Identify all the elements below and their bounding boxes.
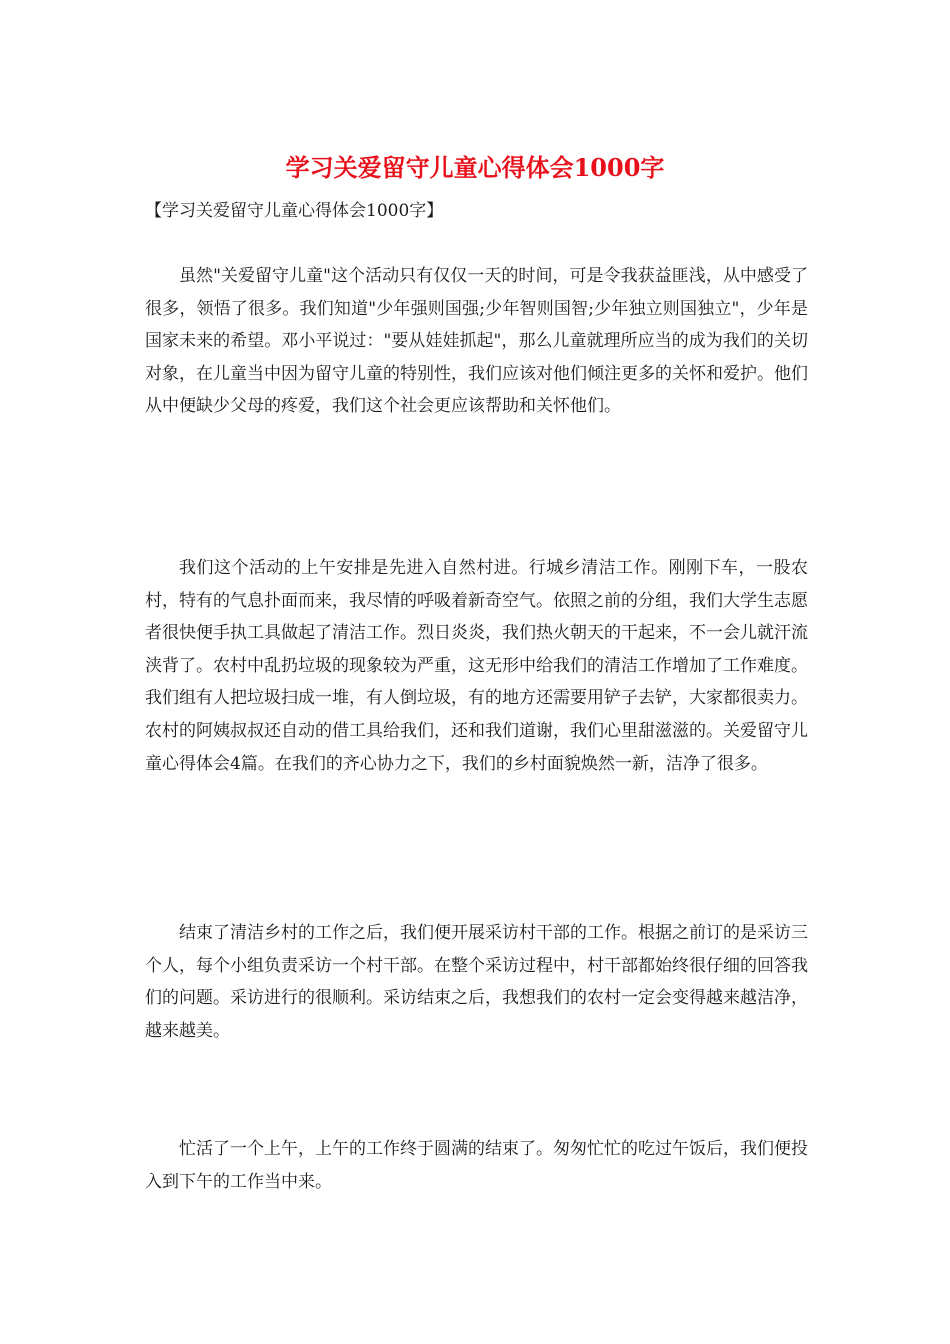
document-subtitle: 【学习关爱留守儿童心得体会1000字】 <box>145 201 444 221</box>
paragraph-1: 虽然"关爱留守儿童"这个活动只有仅仅一天的时间，可是令我获益匪浅，从中感受了很多，领悟了很多。我们知道"少年强则国强;少年智则国智;少年独立则国独立"，少年是国家未来的希望。邓小平说过："要从娃娃抓起"，那么儿童就理所应当的成为我们的关切对象，在儿童当中因为留守儿童的特别性，我们应该对他们倾注更多的关怀和爱护。他们从中便缺少父母的疼爱，我们这个社会更应该帮助和关怀他们。 <box>145 266 808 417</box>
document-title: 学习关爱留守儿童心得体会1000字 <box>285 153 665 182</box>
paragraph-3: 结束了清洁乡村的工作之后，我们便开展采访村干部的工作。根据之前订的是采访三个人，每个小组负责采访一个村干部。在整个采访过程中，村干部都始终很仔细的回答我们的问题。采访进行的很顺利。采访结束之后，我想我们的农村一定会变得越来越洁净，越来越美。 <box>145 923 808 1041</box>
paragraph-4: 忙活了一个上午，上午的工作终于圆满的结束了。匆匆忙忙的吃过午饭后，我们便投入到下午的工作当中来。 <box>145 1139 808 1192</box>
paragraph-2: 我们这个活动的上午安排是先进入自然村进。行城乡清洁工作。刚刚下车，一股农村，特有的气息扑面而来，我尽情的呼吸着新奇空气。依照之前的分组，我们大学生志愿者很快便手执工具做起了清洁工作。烈日炎炎，我们热火朝天的干起来，不一会儿就汗流浃背了。农村中乱扔垃圾的现象较为严重，这无形中给我们的清洁工作增加了工作难度。我们组有人把垃圾扫成一堆，有人倒垃圾，有的地方还需要用铲子去铲，大家都很卖力。农村的阿姨叔叔还自动的借工具给我们，还和我们道谢，我们心里甜滋滋的。关爱留守儿童心得体会4篇。在我们的齐心协力之下，我们的乡村面貌焕然一新，洁净了很多。 <box>145 558 808 774</box>
